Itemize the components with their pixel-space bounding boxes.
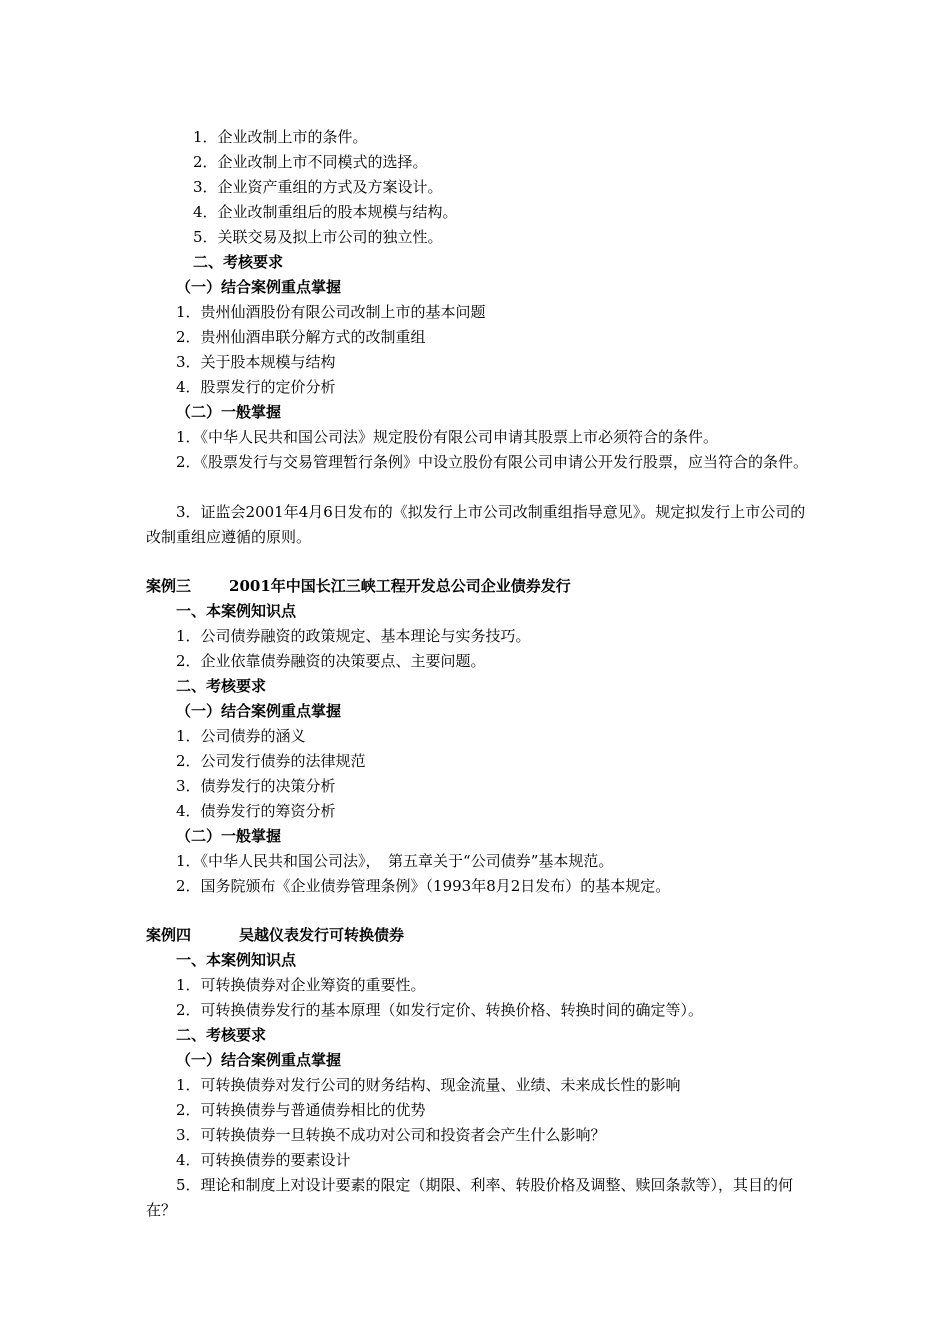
- list-item: 2．国务院颁布《企业债券管理条例》（1993年8月2日发布）的基本规定。: [176, 877, 671, 895]
- knowledge-point: 1．可转换债券对企业筹资的重要性。: [176, 976, 426, 994]
- case-label: 案例三: [146, 577, 192, 595]
- list-item: 5．理论和制度上对设计要素的限定（期限、利率、转股价格及调整、赎回条款等），其目的何在？: [146, 1176, 794, 1219]
- list-item: 4．可转换债券的要素设计: [176, 1151, 351, 1169]
- section-heading: 二、考核要求: [176, 677, 267, 695]
- list-item: 1．《中华人民共和国公司法》规定股份有限公司申请其股票上市必须符合的条件。: [176, 428, 719, 446]
- case-label: 案例四: [146, 926, 192, 944]
- knowledge-point: 2．企业依靠债券融资的决策要点、主要问题。: [176, 652, 486, 670]
- knowledge-point: 4．企业改制重组后的股本规模与结构。: [193, 203, 458, 221]
- list-item: 1．贵州仙酒股份有限公司改制上市的基本问题: [176, 303, 486, 321]
- case-title: [146, 574, 571, 599]
- subsection-heading: （一）结合案例重点掌握: [176, 702, 342, 720]
- list-item: 4．债券发行的筹资分析: [176, 802, 336, 820]
- list-item: 3．证监会2001年4月6日发布的《拟发行上市公司改制重组指导意见》。规定拟发行上市公司的改制重组应遵循的原则。: [146, 503, 806, 546]
- list-item: 2．贵州仙酒串联分解方式的改制重组: [176, 328, 426, 346]
- knowledge-point: 1．企业改制上市的条件。: [193, 128, 368, 146]
- case-name: 吴越仪表发行可转换债券: [239, 926, 405, 944]
- subsection-heading: （一）结合案例重点掌握: [176, 278, 342, 296]
- section-heading: 一、本案例知识点: [176, 602, 297, 620]
- knowledge-point: 2．企业改制上市不同模式的选择。: [193, 153, 428, 171]
- subsection-heading: （二）一般掌握: [176, 403, 282, 421]
- list-item: 1．公司债券的涵义: [176, 727, 306, 745]
- list-item: 2．《股票发行与交易管理暂行条例》中设立股份有限公司申请公开发行股票，应当符合的条件。: [176, 453, 809, 471]
- knowledge-point: 2．可转换债券发行的基本原理（如发行定价、转换价格、转换时间的确定等）。: [176, 1001, 704, 1019]
- list-item: 3．债券发行的决策分析: [176, 777, 336, 795]
- knowledge-point: 5．关联交易及拟上市公司的独立性。: [193, 228, 443, 246]
- list-item: 3．关于股本规模与结构: [176, 353, 336, 371]
- knowledge-point: 3．企业资产重组的方式及方案设计。: [193, 178, 443, 196]
- case-name: 2001年中国长江三峡工程开发总公司企业债券发行: [229, 577, 571, 595]
- list-item: 1．可转换债券对发行公司的财务结构、现金流量、业绩、未来成长性的影响: [176, 1076, 681, 1094]
- list-item: 3．可转换债券一旦转换不成功对公司和投资者会产生什么影响？: [176, 1126, 606, 1144]
- subsection-heading: （二）一般掌握: [176, 827, 282, 845]
- section-heading: 一、本案例知识点: [176, 951, 297, 969]
- section-heading: 二、考核要求: [176, 1026, 267, 1044]
- list-item: 2．可转换债券与普通债券相比的优势: [176, 1101, 426, 1119]
- section-heading: 二、考核要求: [193, 253, 284, 271]
- knowledge-point: 1．公司债券融资的政策规定、基本理论与实务技巧。: [176, 627, 531, 645]
- list-item: 2．公司发行债券的法律规范: [176, 752, 366, 770]
- list-item: 1．《中华人民共和国公司法》， 第五章关于“公司债券”基本规范。: [176, 852, 614, 870]
- subsection-heading: （一）结合案例重点掌握: [176, 1051, 342, 1069]
- case-title: [146, 923, 404, 948]
- list-item: 4．股票发行的定价分析: [176, 378, 336, 396]
